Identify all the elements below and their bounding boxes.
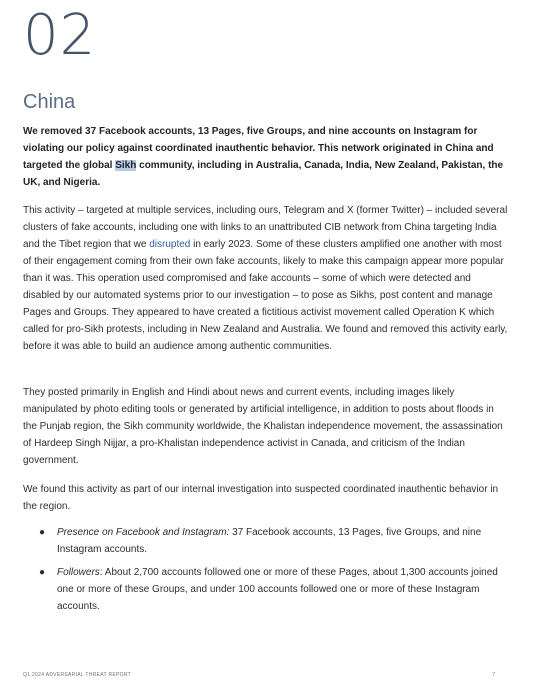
p2-text-after: in early 2023. Some of these clusters amplified one another with most of their engagement coming from their own fake accounts, likely to make this campaign appear more popular than it was. This operation used compromised and fake accounts – some of which were detected and disabled by our automated systems prior to our investigation – to pose as Sikhs, post content and manage Pages and Groups. They appeared to have created a fictitious activist movement called Operation K which called for pro-Sikh protests, including in New Zealand and Australia. We found and removed this activity early, before it was able to build an audience among authentic communities. (23, 239, 508, 352)
p2-text-before: This activity – targeted at multiple services, including ours, Telegram and X (former Twitter) – included several clusters of fake accounts, including one with links to an unattributed CIB network from China targeting India and the Tibet region that we (23, 205, 508, 250)
bullet-list (23, 524, 508, 621)
section-title: China (23, 91, 76, 113)
bullet-icon: ● (39, 527, 46, 538)
lead-text-after: community, including in Australia, Canada, India, New Zealand, Pakistan, the UK, and Nigeria. (23, 160, 504, 188)
list-item-label: Followers (57, 567, 100, 578)
list-item-text: 37 Facebook accounts, 13 Pages, five Groups, and nine Instagram accounts. (57, 527, 482, 555)
footer-page-number: 7 (492, 672, 495, 678)
list-item-label: Presence on Facebook and Instagram: (57, 527, 230, 538)
bullet-icon: ● (39, 567, 46, 578)
list-item (23, 524, 508, 558)
body-paragraph-investigation: We found this activity as part of our internal investigation into suspected coordinated inauthentic behavior in the region. (23, 484, 499, 512)
footer-report-title: Q1 2024 ADVERSARIAL THREAT REPORT (23, 672, 131, 678)
lead-paragraph (23, 123, 508, 191)
list-item (23, 564, 508, 615)
list-item-text: : About 2,700 accounts followed one or more of these Pages, about 1,300 accounts joined one or more of these Groups, and under 100 accounts followed one or more of these Instagram accounts. (57, 567, 498, 612)
lead-text-before: We removed 37 Facebook accounts, 13 Pages, five Groups, and nine accounts on Instagram for violating our policy against coordinated inauthentic behavior. This network originated in China and targeted the global (23, 126, 494, 171)
section-number: 02 (23, 3, 97, 68)
body-paragraph-posts: They posted primarily in English and Hindi about news and current events, including images likely manipulated by photo editing tools or generated by artificial intelligence, in addition to posts about floods in the Punjab region, the Sikh community worldwide, the Khalistan independence movement, the assassination of Hardeep Singh Nijjar, a pro-Khalistan independence activist in Canada, and criticism of the Indian government. (23, 387, 503, 466)
highlighted-text: Sikh (115, 160, 137, 171)
body-paragraph-activity (23, 202, 508, 355)
disrupted-link[interactable]: disrupted (149, 239, 191, 250)
